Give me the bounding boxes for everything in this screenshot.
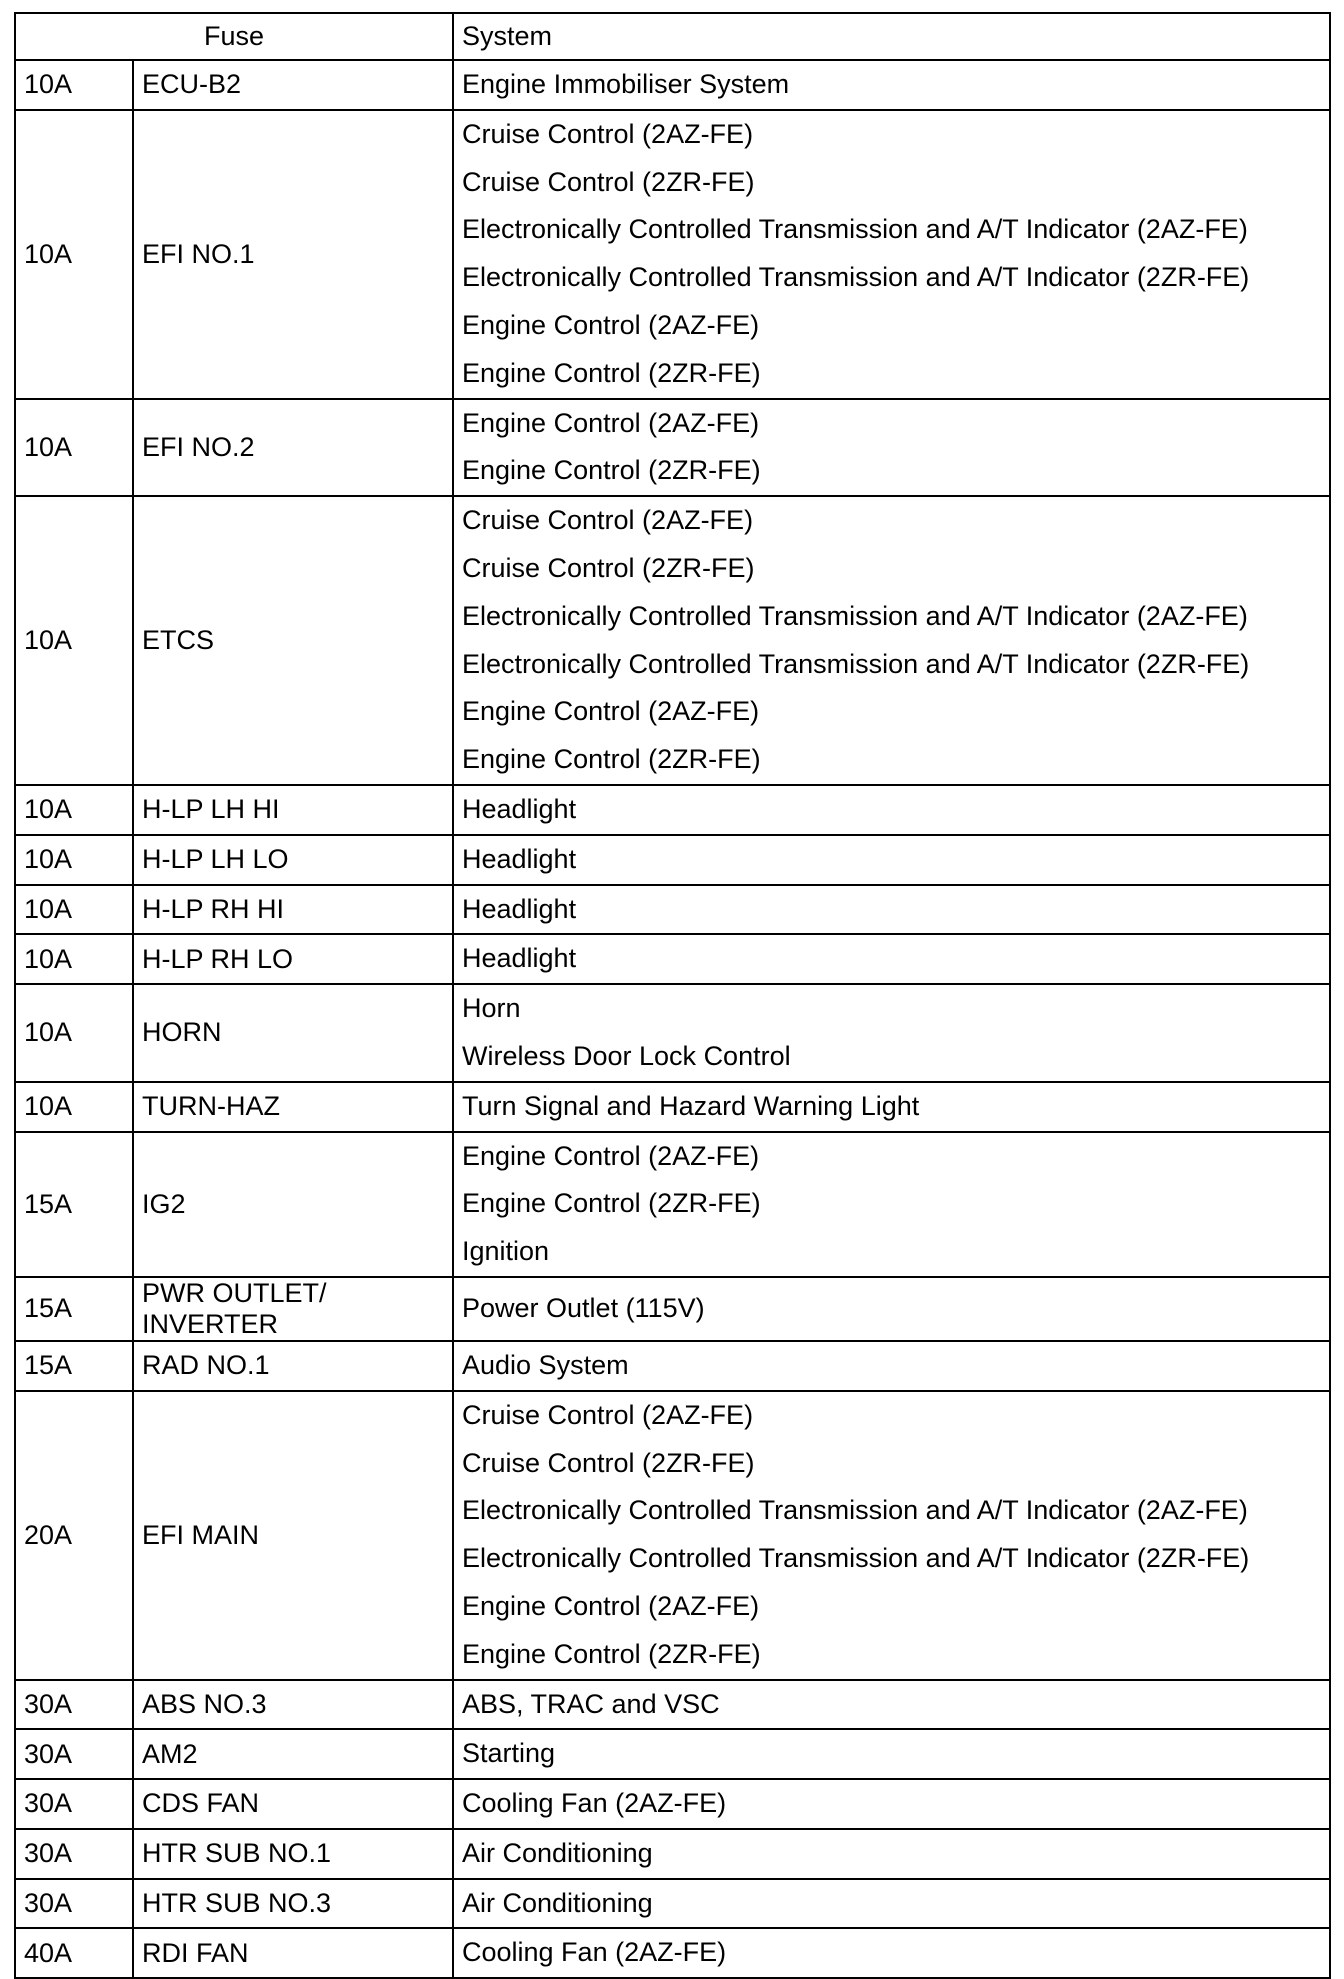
system-item: Electronically Controlled Transmission and A/T Indicator (2ZR-FE) (462, 1543, 1250, 1574)
table-row (15, 1391, 1330, 1680)
system-column-header: System (453, 13, 1330, 60)
system-item: Engine Control (2ZR-FE) (462, 744, 761, 775)
table-row (15, 934, 1330, 984)
table-row (15, 60, 1330, 110)
system-item: Engine Control (2ZR-FE) (462, 1188, 761, 1219)
table-row (15, 984, 1330, 1082)
fuse-amperage-cell: 10A (15, 984, 133, 1082)
fuse-system-table (14, 12, 1331, 1979)
system-item: Cruise Control (2AZ-FE) (462, 505, 754, 536)
fuse-amperage-cell: 15A (15, 1341, 133, 1391)
system-item: Engine Immobiliser System (462, 69, 790, 99)
system-item: Engine Control (2AZ-FE) (462, 1140, 760, 1171)
fuse-name-cell: EFI NO.2 (133, 399, 453, 497)
system-item: Engine Control (2AZ-FE) (462, 696, 760, 727)
fuse-amperage-cell: 30A (15, 1680, 133, 1730)
table-row (15, 110, 1330, 399)
system-cell (453, 1341, 1330, 1391)
system-item: Power Outlet (115V) (462, 1293, 705, 1324)
system-item: Wireless Door Lock Control (462, 1040, 791, 1071)
system-item: Air Conditioning (462, 1837, 653, 1868)
fuse-name-cell: RDI FAN (133, 1928, 453, 1978)
system-cell (453, 1879, 1330, 1929)
fuse-name-line: PWR OUTLET/ (142, 1277, 327, 1308)
fuse-name-cell: ABS NO.3 (133, 1680, 453, 1730)
fuse-column-header: Fuse (15, 13, 453, 60)
system-item: Electronically Controlled Transmission and A/T Indicator (2AZ-FE) (462, 600, 1248, 631)
system-item: Engine Control (2AZ-FE) (462, 407, 760, 438)
system-cell (453, 934, 1330, 984)
table-row (15, 1132, 1330, 1277)
system-item: Electronically Controlled Transmission and A/T Indicator (2ZR-FE) (462, 262, 1250, 293)
fuse-name-cell: AM2 (133, 1729, 453, 1779)
system-item: Starting (462, 1738, 556, 1769)
system-cell (453, 835, 1330, 885)
table-row (15, 1680, 1330, 1730)
fuse-amperage-cell: 40A (15, 1928, 133, 1978)
fuse-name-cell: TURN-HAZ (133, 1082, 453, 1132)
system-item: Headlight (462, 943, 577, 974)
fuse-name-cell: IG2 (133, 1132, 453, 1277)
fuse-name-cell: RAD NO.1 (133, 1341, 453, 1391)
fuse-amperage-cell: 15A (15, 1277, 133, 1341)
system-cell (453, 1680, 1330, 1730)
table-row (15, 885, 1330, 935)
system-cell (453, 1729, 1330, 1779)
system-item: ABS, TRAC and VSC (462, 1688, 720, 1719)
table-row (15, 399, 1330, 497)
fuse-amperage-cell: 30A (15, 1779, 133, 1829)
table-row (15, 1341, 1330, 1391)
fuse-amperage-cell: 10A (15, 835, 133, 885)
system-cell (453, 1132, 1330, 1277)
fuse-amperage-cell: 15A (15, 1132, 133, 1277)
system-item: Cruise Control (2ZR-FE) (462, 1447, 755, 1478)
fuse-name-cell: H-LP RH LO (133, 934, 453, 984)
table-row (15, 1879, 1330, 1929)
system-item: Electronically Controlled Transmission and A/T Indicator (2AZ-FE) (462, 214, 1248, 245)
system-item: Cruise Control (2ZR-FE) (462, 166, 755, 197)
fuse-name-cell: HTR SUB NO.3 (133, 1879, 453, 1929)
system-cell (453, 1277, 1330, 1341)
fuse-amperage-cell: 10A (15, 934, 133, 984)
system-cell (453, 1779, 1330, 1829)
system-cell (453, 1928, 1330, 1978)
system-item: Ignition (462, 1236, 550, 1267)
fuse-name-cell: H-LP RH HI (133, 885, 453, 935)
fuse-amperage-cell: 10A (15, 399, 133, 497)
fuse-amperage-cell: 30A (15, 1829, 133, 1879)
table-row (15, 1729, 1330, 1779)
fuse-amperage-cell: 10A (15, 1082, 133, 1132)
system-item: Turn Signal and Hazard Warning Light (462, 1090, 920, 1121)
fuse-amperage-cell: 30A (15, 1879, 133, 1929)
system-item: Cruise Control (2AZ-FE) (462, 1399, 754, 1430)
system-cell (453, 1391, 1330, 1680)
system-cell (453, 984, 1330, 1082)
system-item: Audio System (462, 1349, 629, 1380)
table-row (15, 1277, 1330, 1341)
fuse-amperage-cell: 30A (15, 1729, 133, 1779)
table-row (15, 785, 1330, 835)
table-row (15, 496, 1330, 785)
system-item: Engine Control (2AZ-FE) (462, 1590, 760, 1621)
fuse-amperage-cell: 10A (15, 110, 133, 399)
fuse-name-cell: EFI NO.1 (133, 110, 453, 399)
table-row (15, 1779, 1330, 1829)
table-body (15, 60, 1330, 1978)
fuse-name-line: INVERTER (142, 1308, 279, 1339)
system-item: Electronically Controlled Transmission and A/T Indicator (2ZR-FE) (462, 648, 1250, 679)
system-item: Electronically Controlled Transmission and A/T Indicator (2AZ-FE) (462, 1495, 1248, 1526)
fuse-name-cell: H-LP LH LO (133, 835, 453, 885)
fuse-name-cell: H-LP LH HI (133, 785, 453, 835)
table-row (15, 1082, 1330, 1132)
system-item: Air Conditioning (462, 1887, 653, 1918)
table-row (15, 1829, 1330, 1879)
system-item: Cooling Fan (2AZ-FE) (462, 1788, 727, 1819)
system-cell (453, 1829, 1330, 1879)
system-item: Cruise Control (2AZ-FE) (462, 118, 754, 149)
fuse-amperage-cell: 10A (15, 885, 133, 935)
fuse-amperage-cell: 10A (15, 496, 133, 785)
system-item: Engine Control (2ZR-FE) (462, 455, 761, 486)
system-item: Cruise Control (2ZR-FE) (462, 552, 755, 583)
system-cell (453, 110, 1330, 399)
system-cell (453, 496, 1330, 785)
system-item: Engine Control (2AZ-FE) (462, 309, 760, 340)
fuse-name-cell: CDS FAN (133, 1779, 453, 1829)
fuse-name-cell: EFI MAIN (133, 1391, 453, 1680)
fuse-name-cell: HTR SUB NO.1 (133, 1829, 453, 1879)
system-item: Horn (462, 993, 521, 1024)
fuse-name-cell (133, 1277, 453, 1341)
system-item: Headlight (462, 793, 577, 824)
fuse-amperage-cell: 20A (15, 1391, 133, 1680)
system-cell (453, 60, 1330, 110)
system-cell (453, 399, 1330, 497)
table-header-row (15, 13, 1330, 60)
fuse-amperage-cell: 10A (15, 785, 133, 835)
system-item: Engine Control (2ZR-FE) (462, 357, 761, 388)
fuse-name-cell: ETCS (133, 496, 453, 785)
system-cell (453, 785, 1330, 835)
system-item: Engine Control (2ZR-FE) (462, 1638, 761, 1669)
system-cell (453, 885, 1330, 935)
table-row (15, 1928, 1330, 1978)
fuse-name-cell: HORN (133, 984, 453, 1082)
fuse-amperage-cell: 10A (15, 60, 133, 110)
system-item: Headlight (462, 843, 577, 874)
table-row (15, 835, 1330, 885)
fuse-name-cell: ECU-B2 (133, 60, 453, 110)
system-item: Headlight (462, 893, 577, 924)
system-item: Cooling Fan (2AZ-FE) (462, 1937, 727, 1968)
system-cell (453, 1082, 1330, 1132)
